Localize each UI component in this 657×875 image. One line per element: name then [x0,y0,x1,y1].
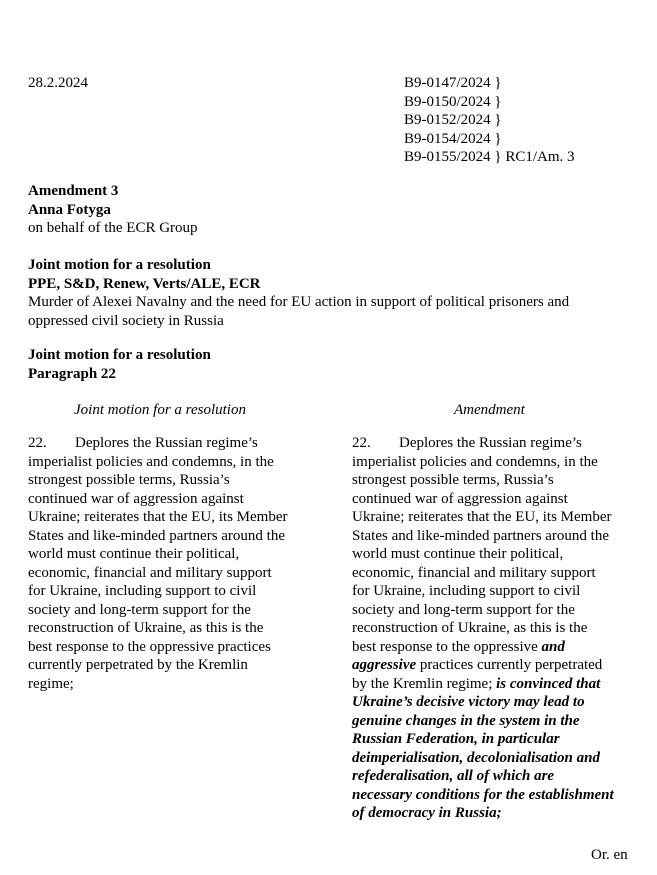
added-text-line: deimperialisation, decolonialisation and [352,749,600,766]
text-line: for Ukraine, including support to civil [352,583,581,599]
text-line: for Ukraine, including support to civil [28,583,257,599]
text-line: Ukraine; reiterates that the EU, its Member [28,509,288,525]
document-references [404,74,575,167]
original-text-column [28,434,313,693]
motion-subject-line: Murder of Alexei Navalny and the need for EU action in support of political prisoners and [28,294,570,310]
text-line: aggressive practices currently perpetrated [352,657,603,673]
added-text-line: of democracy in Russia; [352,805,502,821]
reference-line: B9-0147/2024 } [404,75,502,91]
added-text-line: genuine changes in the system in the [352,712,580,729]
reference-line: B9-0155/2024 } RC1/Am. 3 [404,149,575,165]
reference-line: B9-0154/2024 } [404,130,502,147]
text-line: society and long-term support for the [352,601,575,618]
text-line: States and like-minded partners around the [28,527,286,544]
added-text-line: necessary conditions for the establishment [352,786,614,803]
amendment-block [28,182,198,238]
text-line: best response to the oppressive and [352,638,565,655]
text-line: world must continue their political, [352,546,564,562]
text-line: by the Kremlin regime; is convinced that [352,675,601,692]
text-line: Ukraine; reiterates that the EU, its Member [352,509,612,525]
amendment-text-column [352,434,637,823]
text-line: States and like-minded partners around the [352,527,610,544]
document-date: 28.2.2024 [28,75,88,91]
amendment-author: Anna Fotyga [28,201,111,218]
added-text: is convinced that [496,675,601,692]
text-line: economic, financial and military support [28,564,272,581]
added-text-line: refederalisation, all of which are [352,768,555,784]
text-line: reconstruction of Ukraine, as this is the [28,620,264,636]
motion-groups: PPE, S&D, Renew, Verts/ALE, ECR [28,275,261,292]
target-heading: Joint motion for a resolution [28,347,211,363]
target-block [28,346,211,383]
text-line: continued war of aggression against [352,490,568,507]
text-line: strongest possible terms, Russia’s [28,472,230,488]
text-line: reconstruction of Ukraine, as this is the [352,620,588,636]
added-text-line: Ukraine’s decisive victory may lead to [352,694,585,710]
text-line: imperialist policies and condemns, in the [28,453,274,470]
left-column-heading: Joint motion for a resolution [74,402,246,418]
motion-block [28,256,628,330]
text-line: world must continue their political, [28,546,240,562]
text-line: 22. Deplores the Russian regime’s [28,435,258,451]
motion-subject-line: oppressed civil society in Russia [28,312,224,329]
text-line: continued war of aggression against [28,490,244,507]
text-line: strongest possible terms, Russia’s [352,472,554,488]
amendment-behalf: on behalf of the ECR Group [28,220,198,236]
text-line: 22. Deplores the Russian regime’s [352,435,582,451]
reference-line: B9-0152/2024 } [404,112,502,128]
text-line: regime; [28,675,74,692]
text-line: imperialist policies and condemns, in the [352,453,598,470]
text-line: best response to the oppressive practices [28,638,271,655]
amendment-title: Amendment 3 [28,183,119,199]
motion-heading: Joint motion for a resolution [28,257,211,273]
target-paragraph: Paragraph 22 [28,365,116,382]
text-line: economic, financial and military support [352,564,596,581]
reference-line: B9-0150/2024 } [404,93,502,110]
added-text: and [541,638,565,655]
added-text-line: Russian Federation, in particular [352,731,560,747]
text-line: society and long-term support for the [28,601,251,618]
original-language: Or. en [591,847,628,863]
text-line: currently perpetrated by the Kremlin [28,657,248,673]
added-text: aggressive [352,657,417,673]
right-column-heading: Amendment [454,402,525,418]
paragraph-number: 22. [28,435,47,451]
paragraph-number: 22. [352,435,371,451]
